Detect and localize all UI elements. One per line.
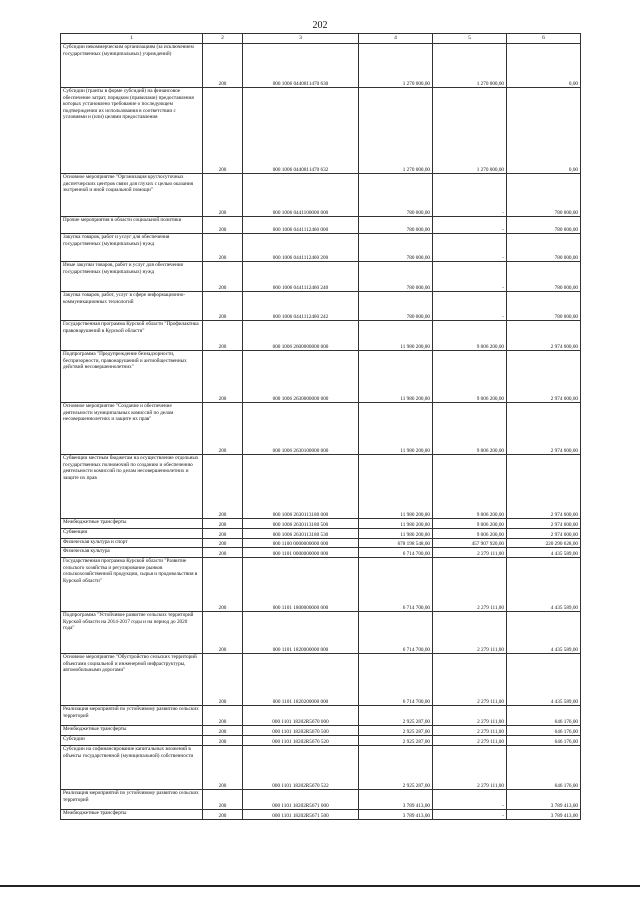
table-row bbox=[61, 736, 581, 746]
row-budget-code: 000 1101 18202R5670 520 bbox=[243, 736, 359, 746]
row-code-2: 200 bbox=[203, 351, 243, 403]
row-code-2: 200 bbox=[203, 612, 243, 654]
row-code-2: 200 bbox=[203, 217, 243, 234]
row-value-4: 3 789 413,00 bbox=[359, 790, 433, 810]
row-name: Межбюджетные трансферты bbox=[61, 726, 203, 736]
row-budget-code: 000 1101 0000000000 000 bbox=[243, 548, 359, 558]
table-row bbox=[61, 548, 581, 558]
row-name: Основное мероприятие "Организация круглосуточных диспетчерских центров связи для глухих с целью оказания экстренной и иной социальной помощи" bbox=[61, 174, 203, 217]
row-value-5: 9 006 200,00 bbox=[433, 351, 507, 403]
row-value-4: 11 980 200,00 bbox=[359, 321, 433, 351]
row-budget-code: 000 1101 18202R5670 500 bbox=[243, 726, 359, 736]
row-value-6: 2 974 000,00 bbox=[507, 455, 581, 519]
row-value-4: 2 925 287,00 bbox=[359, 736, 433, 746]
row-code-2: 200 bbox=[203, 810, 243, 820]
row-budget-code: 000 1101 1800000000 000 bbox=[243, 558, 359, 612]
budget-table bbox=[60, 33, 581, 820]
row-value-4: 6 714 700,00 bbox=[359, 612, 433, 654]
row-value-6: 220 290 628,00 bbox=[507, 539, 581, 548]
row-name: Субсидии на софинансирование капитальных вложений в объекты государственной (муниципальной) собственности bbox=[61, 746, 203, 790]
row-value-5: 2 279 111,00 bbox=[433, 548, 507, 558]
row-name: Субсидии некоммерческим организациям (за исключением государственных (муниципальных) учреждений) bbox=[61, 44, 203, 88]
row-name: Межбюджетные трансферты bbox=[61, 519, 203, 529]
row-value-4: 6 714 700,00 bbox=[359, 548, 433, 558]
row-code-2: 200 bbox=[203, 726, 243, 736]
row-name: Физическая культура и спорт bbox=[61, 539, 203, 548]
row-code-2: 200 bbox=[203, 706, 243, 726]
row-code-2: 200 bbox=[203, 654, 243, 706]
row-value-6: 646 176,00 bbox=[507, 726, 581, 736]
row-value-4: 780 000,00 bbox=[359, 174, 433, 217]
row-budget-code: 000 1101 18202R5671 000 bbox=[243, 790, 359, 810]
row-budget-code: 000 1006 0441112460 240 bbox=[243, 262, 359, 292]
column-header: 5 bbox=[433, 34, 507, 44]
row-value-5: 9 006 200,00 bbox=[433, 321, 507, 351]
column-header: 1 bbox=[61, 34, 203, 44]
row-name: Субвенции bbox=[61, 529, 203, 539]
row-code-2: 200 bbox=[203, 174, 243, 217]
table-row bbox=[61, 746, 581, 790]
row-budget-code: 000 1101 18202R5671 500 bbox=[243, 810, 359, 820]
row-value-5: 2 279 111,00 bbox=[433, 736, 507, 746]
row-value-4: 11 980 200,00 bbox=[359, 455, 433, 519]
row-value-5: - bbox=[433, 217, 507, 234]
table-row bbox=[61, 654, 581, 706]
table-row bbox=[61, 706, 581, 726]
table-row bbox=[61, 558, 581, 612]
row-name: Реализация мероприятий по устойчивому развитию сельских территорий bbox=[61, 790, 203, 810]
row-name: Реализация мероприятий по устойчивому развитию сельских территорий bbox=[61, 706, 203, 726]
header-row bbox=[61, 34, 581, 44]
row-code-2: 200 bbox=[203, 262, 243, 292]
row-budget-code: 000 1006 2630000000 000 bbox=[243, 351, 359, 403]
row-code-2: 200 bbox=[203, 736, 243, 746]
column-header: 4 bbox=[359, 34, 433, 44]
column-header: 2 bbox=[203, 34, 243, 44]
table-row bbox=[61, 262, 581, 292]
row-code-2: 200 bbox=[203, 790, 243, 810]
row-value-4: 678 198 548,00 bbox=[359, 539, 433, 548]
table-row bbox=[61, 726, 581, 736]
row-name: Подпрограмма "Устойчивое развитие сельских территорий Курской области на 2014-2017 годы и на период до 2020 года" bbox=[61, 612, 203, 654]
row-code-2: 200 bbox=[203, 403, 243, 455]
row-value-6: 0,00 bbox=[507, 88, 581, 174]
row-name: Субсидии (гранты в форме субсидий) на финансовое обеспечение затрат, порядком (правилами) предоставления которых установлено требование о последующем подтверждении их использования в соответствии с условиями и (или) целями предоставления bbox=[61, 88, 203, 174]
row-code-2: 200 bbox=[203, 292, 243, 321]
row-code-2: 200 bbox=[203, 746, 243, 790]
row-value-6: 3 789 413,00 bbox=[507, 790, 581, 810]
row-value-4: 11 980 200,00 bbox=[359, 351, 433, 403]
row-name: Государственная программа Курской области "Профилактика правонарушений в Курской области" bbox=[61, 321, 203, 351]
row-name: Прочие мероприятия в области социальной политики bbox=[61, 217, 203, 234]
row-code-2: 200 bbox=[203, 44, 243, 88]
row-value-4: 780 000,00 bbox=[359, 292, 433, 321]
row-value-5: 9 006 200,00 bbox=[433, 519, 507, 529]
row-value-6: 780 000,00 bbox=[507, 262, 581, 292]
row-value-4: 11 980 200,00 bbox=[359, 519, 433, 529]
row-budget-code: 000 1006 0441112460 000 bbox=[243, 217, 359, 234]
row-value-5: 2 279 111,00 bbox=[433, 558, 507, 612]
row-code-2: 200 bbox=[203, 529, 243, 539]
row-value-4: 1 270 000,00 bbox=[359, 44, 433, 88]
row-value-4: 780 000,00 bbox=[359, 262, 433, 292]
row-code-2: 200 bbox=[203, 321, 243, 351]
row-value-6: 780 000,00 bbox=[507, 174, 581, 217]
row-value-4: 11 980 200,00 bbox=[359, 403, 433, 455]
row-name: Подпрограмма "Предупреждение безнадзорности, беспризорности, правонарушений и антиобщественных действий несовершеннолетних" bbox=[61, 351, 203, 403]
page-bottom-rule bbox=[0, 885, 640, 887]
table-row bbox=[61, 217, 581, 234]
row-code-2: 200 bbox=[203, 519, 243, 529]
row-value-6: 4 435 589,00 bbox=[507, 548, 581, 558]
row-code-2: 200 bbox=[203, 88, 243, 174]
row-value-6: 646 176,00 bbox=[507, 706, 581, 726]
table-row bbox=[61, 88, 581, 174]
row-value-5: 457 907 920,00 bbox=[433, 539, 507, 548]
row-name: Субсидии bbox=[61, 736, 203, 746]
row-value-6: 2 974 000,00 bbox=[507, 529, 581, 539]
row-value-6: 2 974 000,00 bbox=[507, 403, 581, 455]
table-row bbox=[61, 292, 581, 321]
table-row bbox=[61, 519, 581, 529]
row-name: Основное мероприятие "Создание и обеспечение деятельности муниципальных комиссий по делам несовершеннолетних и защите их прав" bbox=[61, 403, 203, 455]
row-value-4: 6 714 700,00 bbox=[359, 558, 433, 612]
row-budget-code: 000 1006 2630113180 500 bbox=[243, 519, 359, 529]
table-row bbox=[61, 529, 581, 539]
row-value-6: 0,00 bbox=[507, 44, 581, 88]
row-value-4: 6 714 700,00 bbox=[359, 654, 433, 706]
row-value-6: 780 000,00 bbox=[507, 234, 581, 262]
row-value-5: - bbox=[433, 810, 507, 820]
row-value-5: - bbox=[433, 262, 507, 292]
row-value-6: 4 435 589,00 bbox=[507, 612, 581, 654]
row-name: Закупка товаров, работ, услуг в сфере информационно-коммуникационных технологий bbox=[61, 292, 203, 321]
row-value-4: 1 270 000,00 bbox=[359, 88, 433, 174]
row-value-6: 780 000,00 bbox=[507, 292, 581, 321]
table-row bbox=[61, 810, 581, 820]
row-value-5: 2 279 111,00 bbox=[433, 706, 507, 726]
table-row bbox=[61, 455, 581, 519]
row-value-5: 2 279 111,00 bbox=[433, 726, 507, 736]
row-budget-code: 000 1006 0440811470 630 bbox=[243, 44, 359, 88]
row-budget-code: 000 1006 2600000000 000 bbox=[243, 321, 359, 351]
table-row bbox=[61, 234, 581, 262]
row-value-5: 2 279 111,00 bbox=[433, 654, 507, 706]
row-budget-code: 000 1006 0441112460 242 bbox=[243, 292, 359, 321]
row-value-5: 2 279 111,00 bbox=[433, 612, 507, 654]
row-value-4: 2 925 287,00 bbox=[359, 726, 433, 736]
row-value-5: - bbox=[433, 790, 507, 810]
row-value-4: 11 980 200,00 bbox=[359, 529, 433, 539]
row-value-4: 780 000,00 bbox=[359, 234, 433, 262]
row-value-5: - bbox=[433, 174, 507, 217]
row-value-5: 2 279 111,00 bbox=[433, 746, 507, 790]
row-value-5: - bbox=[433, 234, 507, 262]
row-value-6: 2 974 000,00 bbox=[507, 321, 581, 351]
row-budget-code: 000 1101 1820200000 000 bbox=[243, 654, 359, 706]
row-value-4: 2 925 287,00 bbox=[359, 746, 433, 790]
row-value-5: 1 270 000,00 bbox=[433, 88, 507, 174]
row-value-4: 3 789 413,00 bbox=[359, 810, 433, 820]
row-code-2: 200 bbox=[203, 234, 243, 262]
row-value-6: 4 435 589,00 bbox=[507, 654, 581, 706]
row-budget-code: 000 1006 0440811470 632 bbox=[243, 88, 359, 174]
row-value-6: 646 176,00 bbox=[507, 746, 581, 790]
row-budget-code: 000 1100 0000000000 000 bbox=[243, 539, 359, 548]
row-name: Основное мероприятие "Обустройство сельских территорий объектами социальной и инженерной инфраструктуры, автомобильными дорогами" bbox=[61, 654, 203, 706]
row-value-5: 1 270 000,00 bbox=[433, 44, 507, 88]
row-name: Иные закупки товаров, работ и услуг для обеспечения государственных (муниципальных) нужд bbox=[61, 262, 203, 292]
row-budget-code: 000 1101 18202R5670 522 bbox=[243, 746, 359, 790]
row-value-5: 9 006 200,00 bbox=[433, 403, 507, 455]
table-row bbox=[61, 539, 581, 548]
table-row bbox=[61, 351, 581, 403]
row-budget-code: 000 1006 2630113180 530 bbox=[243, 529, 359, 539]
table-row bbox=[61, 174, 581, 217]
row-value-6: 4 435 589,00 bbox=[507, 558, 581, 612]
row-value-5: - bbox=[433, 292, 507, 321]
row-code-2: 200 bbox=[203, 539, 243, 548]
row-value-6: 2 974 000,00 bbox=[507, 519, 581, 529]
row-name: Межбюджетные трансферты bbox=[61, 810, 203, 820]
table-row bbox=[61, 44, 581, 88]
row-budget-code: 000 1006 2630100000 000 bbox=[243, 403, 359, 455]
column-header: 3 bbox=[243, 34, 359, 44]
row-name: Субвенции местным бюджетам на осуществление отдельных государственных полномочий по созданию и обеспечению деятельности комиссий по делам несовершеннолетних и защите их прав bbox=[61, 455, 203, 519]
page-number: 202 bbox=[312, 20, 328, 31]
table-row bbox=[61, 403, 581, 455]
table-row bbox=[61, 790, 581, 810]
row-value-6: 646 176,00 bbox=[507, 736, 581, 746]
row-value-4: 780 000,00 bbox=[359, 217, 433, 234]
row-value-5: 9 006 200,00 bbox=[433, 529, 507, 539]
table-row bbox=[61, 612, 581, 654]
row-code-2: 200 bbox=[203, 455, 243, 519]
row-name: Государственная программа Курской области "Развитие сельского хозяйства и регулирование рынков сельскохозяйственной продукции, сырья и продовольствия в Курской области" bbox=[61, 558, 203, 612]
row-code-2: 200 bbox=[203, 558, 243, 612]
row-value-5: 9 006 200,00 bbox=[433, 455, 507, 519]
row-value-6: 2 974 000,00 bbox=[507, 351, 581, 403]
row-value-6: 3 789 413,00 bbox=[507, 810, 581, 820]
row-budget-code: 000 1101 1820000000 000 bbox=[243, 612, 359, 654]
row-budget-code: 000 1006 0441100000 000 bbox=[243, 174, 359, 217]
row-budget-code: 000 1006 0441112460 200 bbox=[243, 234, 359, 262]
row-budget-code: 000 1101 18202R5670 000 bbox=[243, 706, 359, 726]
row-name: Физическая культура bbox=[61, 548, 203, 558]
row-code-2: 200 bbox=[203, 548, 243, 558]
row-budget-code: 000 1006 2630113180 000 bbox=[243, 455, 359, 519]
table-row bbox=[61, 321, 581, 351]
column-header: 6 bbox=[507, 34, 581, 44]
row-value-6: 780 000,00 bbox=[507, 217, 581, 234]
row-name: Закупка товаров, работ и услуг для обеспечения государственных (муниципальных) нужд bbox=[61, 234, 203, 262]
row-value-4: 2 925 287,00 bbox=[359, 706, 433, 726]
